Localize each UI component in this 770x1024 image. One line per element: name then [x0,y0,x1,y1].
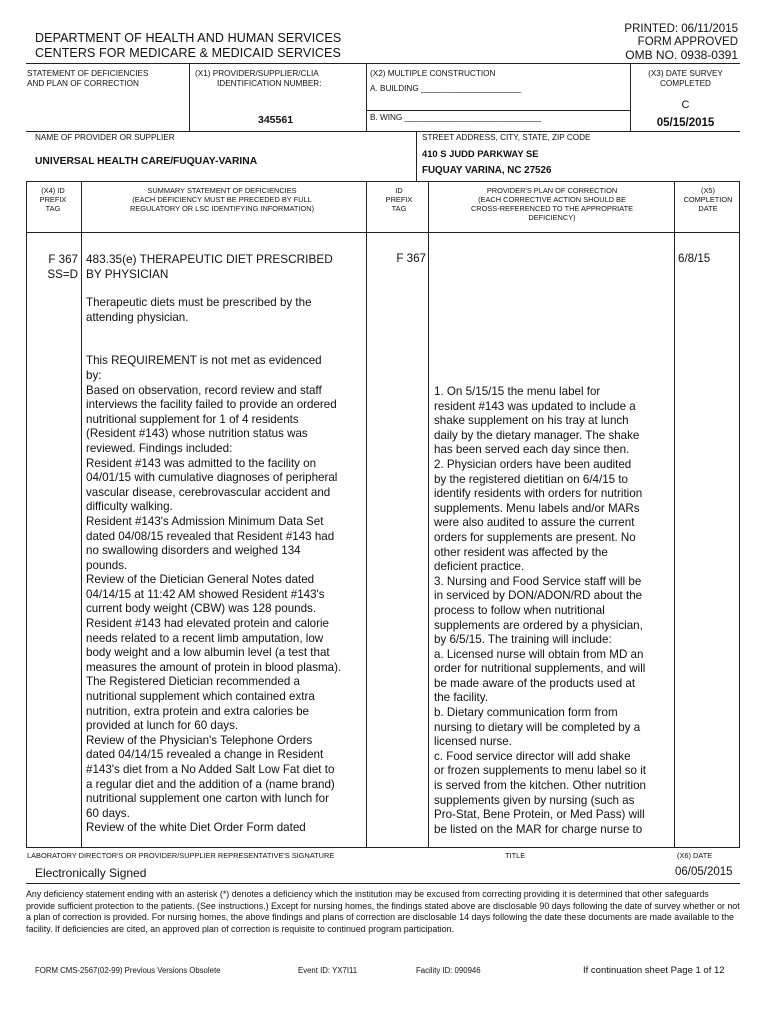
x5-header [676,186,740,213]
date-label: (X6) DATE [677,851,713,860]
header-line: CROSS-REFERENCED TO THE APPROPRIATE [470,204,634,213]
provider-label: NAME OF PROVIDER OR SUPPLIER [35,133,175,142]
divider [26,131,740,132]
statement-label-line: STATEMENT OF DEFICIENCIES [27,69,149,78]
event-id: Event ID: YX7I11 [298,966,358,975]
signature-value: Electronically Signed [35,866,147,880]
column-line [674,182,675,847]
left-border [26,182,27,847]
column-line [428,182,429,847]
header-line: (X4) ID [41,186,65,195]
title-line: 483.35(e) THERAPEUTIC DIET PRESCRIBED [86,252,333,266]
signature-date: 06/05/2015 [675,866,733,878]
header-line: ID [395,186,403,195]
x3-label-line: (X3) DATE SURVEY [648,69,723,78]
scope-severity: SS=D [47,268,78,281]
header-line: PREFIX [385,195,413,204]
completion-date: 6/8/15 [678,252,711,265]
x3-code: C [681,99,690,111]
signature-top-border [26,847,740,848]
dept-line-2: CENTERS FOR MEDICARE & MEDICAID SERVICES [35,46,341,60]
facility-id: Facility ID: 090946 [416,966,481,975]
disclosure-notice: Any deficiency statement ending with an asterisk (*) denotes a deficiency which the institution may be excused from correcting providing it is determined that other safeguards provide sufficient protection to the patients. (See instructions.) Except for nursing homes, the findings stated above are disclosable 90 days following the date of survey whether or not a plan of correction is provided. For nursing homes, the above findings and plans of correction are disclosable 14 days following the date these documents are made available to the facility. If deficiencies are cited, an approved plan of correction is requisite to continued program participation. [26,889,740,934]
title-line: BY PHYSICIAN [86,267,169,281]
header-bottom-border [26,232,740,233]
summary-header [82,186,362,213]
page-indicator: If continuation sheet Page 1 of 12 [583,965,725,976]
header-line: PROVIDER'S PLAN OF CORRECTION [486,186,618,195]
omb-number: OMB NO. 0938-0391 [625,48,738,62]
form-approved: FORM APPROVED [637,36,738,48]
plan-header [430,186,674,222]
x1-label-line: (X1) PROVIDER/SUPPLIER/CLIA [195,69,319,78]
header-line: TAG [45,204,61,213]
statement-label [27,69,148,89]
survey-date: 05/15/2015 [656,117,715,129]
divider [416,131,417,181]
plan-tag: F 367 [396,252,426,265]
wing-line: B. WING ______________________________ [370,113,542,122]
header-line: PREFIX [39,195,67,204]
header-line: (EACH CORRECTIVE ACTION SHOULD BE [478,195,626,204]
provider-name: UNIVERSAL HEALTH CARE/FUQUAY-VARINA [35,156,258,167]
x2-label: (X2) MULTIPLE CONSTRUCTION [370,69,496,78]
form-number: FORM CMS-2567(02-99) Previous Versions Obsolete [35,966,221,975]
address-line-1: 410 S JUDD PARKWAY SE [422,148,539,159]
top-border [26,63,740,64]
divider [189,63,190,131]
header-line: COMPLETION [683,195,733,204]
tag-value: F 367 [48,253,78,266]
header-line: REGULATORY OR LSC IDENTIFYING INFORMATION) [129,204,315,213]
address-label: STREET ADDRESS, CITY, STATE, ZIP CODE [422,133,591,142]
header-line: (X5) [701,186,715,195]
header-line: (EACH DEFICIENCY MUST BE PRECEDED BY FULL [132,195,312,204]
header-line: DEFICIENCY) [528,213,576,222]
address-line-2: FUQUAY VARINA, NC 27526 [422,165,552,176]
header-line: DATE [698,204,718,213]
signature-bottom-border [26,883,740,884]
title-label: TITLE [505,851,526,860]
deficiency-title [86,252,333,282]
x3-label-line: COMPLETED [660,79,711,88]
summary-statement: Therapeutic diets must be prescribed by the attending physician. This REQUIREMENT is not met as evidenced by: Based on observation, record review and staff interviews the facility failed to provide an ordered nutritional supplement for 1 of 4 residents (Resident #143) whose nutrition status was reviewed. Findings included: Resident #143 was admitted to the facility on 04/01/15 with cumulative diagnoses of peripheral vascular disease, cerebrovascular accident and difficulty walking. Resident #143's Admission Minimum Data Set dated 04/08/15 revealed that Resident #143 had no swallowing disorders and weighed 134 pounds. Review of the Dietician General Notes dated 04/14/15 at 11:42 AM showed Resident #143's current body weight (CBW) was 128 pounds. Resident #143 had elevated protein and calorie needs related to a recent limb amputation, low body weight and a low albumin level (a test that measures the amount of protein in blood plasma). The Registered Dietician recommended a nutritional supplement which contained extra nutrition, extra protein and extra calories be provided at lunch for 60 days. Review of the Physician's Telephone Orders dated 04/14/15 revealed a change in Resident #143's diet from a No Added Salt Low Fat diet to a regular diet and the addition of a (name brand) nutritional supplement one carton with lunch for 60 days. Review of the white Diet Order Form dated [86,296,342,835]
deficiency-tag [33,252,78,282]
printed-date: PRINTED: 06/11/2015 [624,23,738,35]
signature-label: LABORATORY DIRECTOR'S OR PROVIDER/SUPPLIER REPRESENTATIVE'S SIGNATURE [27,851,335,860]
building-line: A. BUILDING ______________________ [370,84,522,93]
column-line [81,182,82,847]
x1-label-line: IDENTIFICATION NUMBER: [217,79,322,88]
statement-label-line: AND PLAN OF CORRECTION [27,79,139,88]
dept-line-1: DEPARTMENT OF HEALTH AND HUMAN SERVICES [35,31,342,45]
header-line: TAG [391,204,407,213]
x4-header [26,186,80,213]
provider-id: 345561 [258,114,294,126]
column-line [366,182,367,847]
divider [26,181,740,182]
x1-label [195,69,360,89]
divider [366,110,630,111]
plan-of-correction: 1. On 5/15/15 the menu label for resident #143 was updated to include a shake supplement on his tray at lunch daily by the dietary manager. The shake has been served each day since then. 2. Physician orders have been audited by the registered dietitian on 6/4/15 to identify residents with orders for nutrition supplements. Menu labels and/or MARs were also audited to assure the current orders for supplements are present. No other resident was affected by the deficient practice. 3. Nursing and Food Service staff will be in serviced by DON/ADON/RD about the process to follow when nutritional supplements are ordered by a physician, by 6/5/15. The training will include: a. Licensed nurse will obtain from MD an order for nutritional supplements, and will be made aware of the products used at the facility. b. Dietary communication form from nursing to dietary will be completed by a licensed nurse. c. Food service director will add shake or frozen supplements to menu label so it is served from the kitchen. Other nutrition supplements given by nursing (such as Pro-Stat, Bene Protein, or Med Pass) will be listed on the MAR for charge nurse to [434,385,647,836]
x3-label [631,69,740,89]
right-border [739,182,740,847]
header-line: SUMMARY STATEMENT OF DEFICIENCIES [147,186,297,195]
id-header [372,186,426,213]
divider [366,63,367,131]
form-status-header [624,23,738,62]
agency-header [35,31,341,61]
